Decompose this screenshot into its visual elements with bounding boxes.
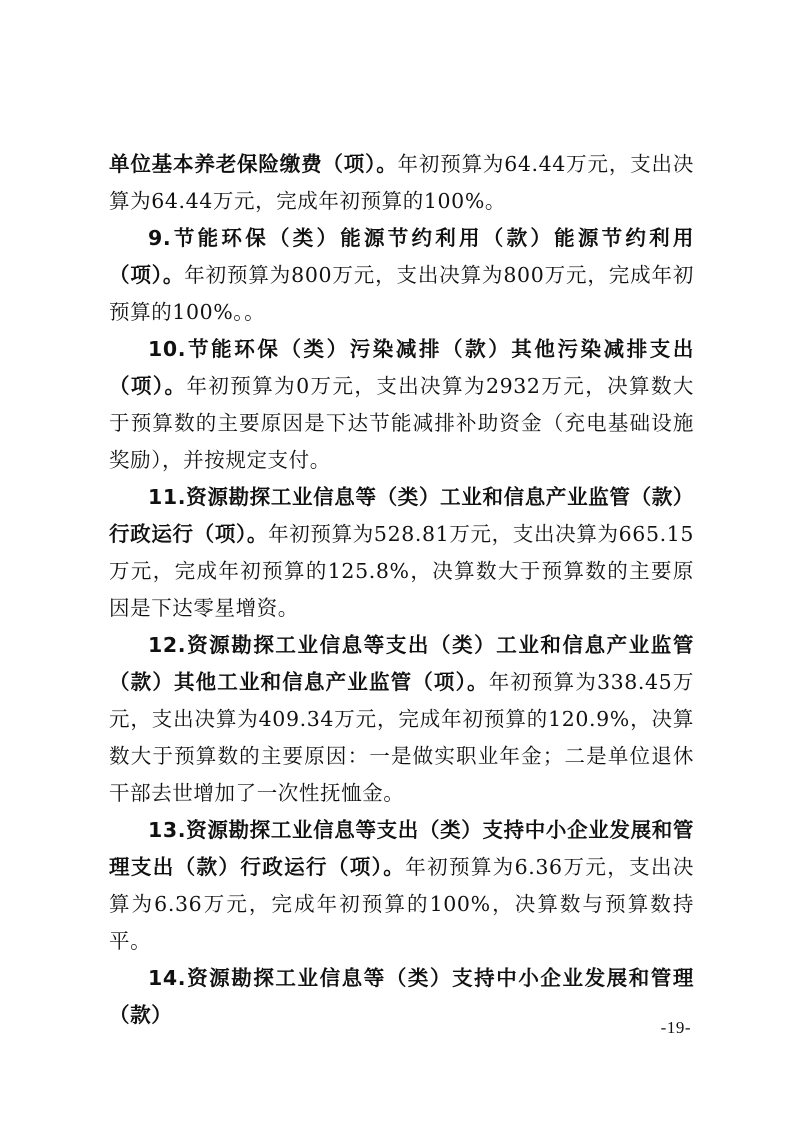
paragraph-body: 年初预算为338.45万元，支出决算为409.34万元，完成年初预算的120.9%，决算数大于预算数的主要原因：一是做实职业年金；二是单位退休干部去世增加了一次性抚恤金。 [109,670,694,805]
paragraph-13-sme-admin [109,812,694,960]
paragraph-body: 年初预算为0万元，支出决算为2932万元，决算数大于预算数的主要原因是下达节能减排补助资金（充电基础设施奖励），并按规定支付。 [109,374,694,472]
body-text [109,146,694,1034]
page-number: -19- [660,1018,691,1037]
paragraph-body: 年初预算为800万元，支出决算为800万元，完成年初预算的100%。。 [109,263,695,324]
paragraph-heading: 14.资源勘探工业信息等（类）支持中小企业发展和管理（款） [109,966,694,1027]
paragraph-body: 年初预算为528.81万元，支出决算为665.15万元，完成年初预算的125.8%，决算数大于预算数的主要原因是下达零星增资。 [109,522,694,620]
paragraph-heading: 13.资源勘探工业信息等支出（类）支持中小企业发展和管理支出（款）行政运行（项）。 [109,818,694,879]
paragraph-14-sme-support [109,960,694,1034]
paragraph-11-industry-admin [109,479,694,627]
paragraph-body: 年初预算为6.36万元，支出决算为6.36万元，完成年初预算的100%，决算数与预算数持平。 [109,855,694,953]
paragraph-heading: 12.资源勘探工业信息等支出（类）工业和信息产业监管（款）其他工业和信息产业监管（项）。 [109,633,694,694]
paragraph-12-other-industry-supervision [109,627,694,812]
paragraph-9-energy-saving [109,220,694,331]
paragraph-heading: 单位基本养老保险缴费（项）。 [109,152,398,176]
paragraph-10-pollution-reduction [109,331,694,479]
paragraph-heading: 9.节能环保（类）能源节约利用（款）能源节约利用（项）。 [109,226,694,287]
paragraph-heading: 11.资源勘探工业信息等（类）工业和信息产业监管（款）行政运行（项）。 [109,485,694,546]
paragraph-pension-contribution [109,146,694,220]
paragraph-heading: 10.节能环保（类）污染减排（款）其他污染减排支出（项）。 [109,337,694,398]
paragraph-body: 年初预算为64.44万元，支出决算为64.44万元，完成年初预算的100%。 [109,152,694,213]
